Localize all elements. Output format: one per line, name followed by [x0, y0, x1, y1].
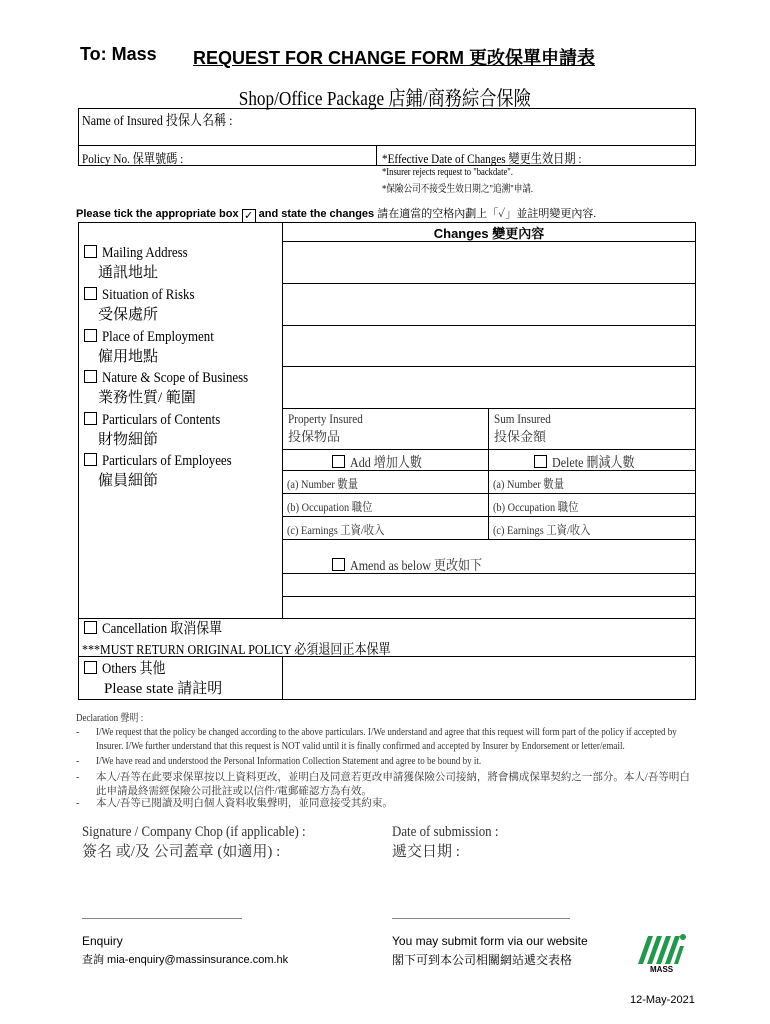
- checkbox[interactable]: [84, 245, 97, 258]
- add-occupation-field[interactable]: (b) Occupation 職位: [287, 500, 373, 514]
- checkbox[interactable]: [534, 455, 547, 468]
- add-employees-option[interactable]: Add 增加人數: [332, 452, 434, 472]
- name-of-insured-label: Name of Insured 投保人名稱 :: [82, 114, 233, 129]
- enquiry-email[interactable]: 查詢 mia-enquiry@massinsurance.com.hk: [82, 954, 289, 966]
- declaration-item: 本人/吾等已閱讀及明白個人資料收集聲明，並同意接受其約束。: [96, 798, 393, 809]
- declaration-bullet: -: [76, 727, 80, 738]
- item-others[interactable]: Others 其他 Please state 請註明: [84, 659, 222, 699]
- checkbox[interactable]: [84, 621, 97, 634]
- website-note-zh: 閣下可到本公司相關網站遞交表格: [392, 953, 573, 967]
- place-of-employment-field[interactable]: [284, 327, 694, 364]
- checkbox[interactable]: [84, 370, 97, 383]
- mass-logo: [636, 932, 688, 976]
- form-date: 12-May-2021: [630, 994, 695, 1006]
- enquiry-label: Enquiry: [82, 934, 123, 948]
- sum-insured-label: Sum Insured 投保金額: [494, 411, 551, 444]
- add-number-field[interactable]: (a) Number 數量: [287, 477, 359, 491]
- checkbox[interactable]: [332, 558, 345, 571]
- form-subtitle: Shop/Office Package 店鋪/商務綜合保險: [238, 88, 532, 110]
- signature-label: Signature / Company Chop (if applicable) : 簽名 或/及 公司蓋章 (如適用) :: [82, 824, 306, 860]
- declaration-item: I/We request that the policy be changed according to the above particulars. I/We understand and agree that this request will form part of the policy if accepted by Insurer. I/We further understand that this request is NOT valid until it is finally confirmed and accepted by Insurer by Endorsement or letter/email.: [96, 727, 677, 752]
- checkbox[interactable]: [84, 453, 97, 466]
- changes-header: Changes 變更內容: [433, 226, 545, 241]
- item-particulars-employees[interactable]: Particulars of Employees 僱員細節: [84, 451, 253, 491]
- item-cancellation[interactable]: Cancellation 取消保單: [84, 620, 242, 639]
- policy-no-label: Policy No. 保單號碼 :: [82, 151, 184, 166]
- mass-logo-icon: [636, 932, 688, 966]
- delete-occupation-field[interactable]: (b) Occupation 職位: [493, 500, 579, 514]
- addressee: To: Mass: [80, 44, 157, 64]
- tick-icon: ✓: [242, 209, 256, 223]
- backdate-note-en: *Insurer rejects request to "backdate".: [382, 167, 513, 178]
- tick-instruction: Please tick the appropriate box ✓ and state the changes 請在適當的空格內劃上「✓」並註明變更內容.: [76, 208, 597, 222]
- declaration-title: Declaration 聲明 :: [76, 713, 144, 724]
- declaration-item: 本人/吾等在此要求保單按以上資料更改，並明白及同意若更改申請獲保險公司接納，將會構成保單契約之一部分。本人/吾等明白此申請最終需經保險公司批註或以信件/電郵確認方為有效。: [96, 772, 690, 797]
- item-situation-of-risks[interactable]: Situation of Risks 受保處所: [84, 285, 210, 325]
- delete-earnings-field[interactable]: (c) Earnings 工資/收入: [493, 523, 591, 537]
- item-mailing-address[interactable]: Mailing Address 通訊地址: [84, 243, 202, 283]
- others-field[interactable]: [284, 658, 694, 698]
- situation-of-risks-field[interactable]: [284, 285, 694, 323]
- delete-number-field[interactable]: (a) Number 數量: [493, 477, 565, 491]
- cancellation-note: ***MUST RETURN ORIGINAL POLICY 必須退回正本保單: [82, 643, 391, 658]
- item-particulars-contents[interactable]: Particulars of Contents 財物細節: [84, 410, 239, 450]
- declaration-item: I/We have read and understood the Personal Information Collection Statement and agree to be bound by it.: [96, 756, 482, 767]
- add-earnings-field[interactable]: (c) Earnings 工資/收入: [287, 523, 385, 537]
- item-place-of-employment[interactable]: Place of Employment 僱用地點: [84, 327, 232, 367]
- logo-text: MASS: [650, 965, 674, 974]
- delete-employees-option[interactable]: Delete 刪減人數: [534, 452, 648, 472]
- mailing-address-field[interactable]: [284, 243, 694, 281]
- checkbox[interactable]: [84, 287, 97, 300]
- checkbox[interactable]: [84, 661, 97, 674]
- policy-no-field[interactable]: [200, 147, 370, 164]
- name-of-insured-field[interactable]: [290, 112, 690, 142]
- checkbox[interactable]: [84, 329, 97, 342]
- property-insured-label: Property Insured 投保物品: [288, 411, 363, 444]
- signature-line[interactable]: [82, 918, 242, 919]
- declaration-bullet: -: [76, 798, 80, 809]
- declaration-bullet: -: [76, 772, 80, 783]
- checkbox[interactable]: [332, 455, 345, 468]
- effective-date-field[interactable]: [610, 147, 694, 164]
- effective-date-label: *Effective Date of Changes 變更生效日期 :: [382, 151, 582, 166]
- date-submission-label: Date of submission : 遞交日期 :: [392, 824, 499, 860]
- declaration-bullet: -: [76, 756, 80, 767]
- backdate-note-zh: *保險公司不接受生效日期之"追溯"申請.: [382, 184, 534, 195]
- nature-scope-field[interactable]: [284, 368, 694, 406]
- date-line[interactable]: [392, 918, 570, 919]
- form-title: REQUEST FOR CHANGE FORM 更改保單申請表: [193, 48, 596, 68]
- item-nature-scope-business[interactable]: Nature & Scope of Business 業務性質/ 範圍: [84, 368, 272, 408]
- website-note-en: You may submit form via our website: [392, 934, 588, 948]
- checkbox[interactable]: [84, 412, 97, 425]
- amend-option[interactable]: Amend as below 更改如下: [332, 555, 504, 575]
